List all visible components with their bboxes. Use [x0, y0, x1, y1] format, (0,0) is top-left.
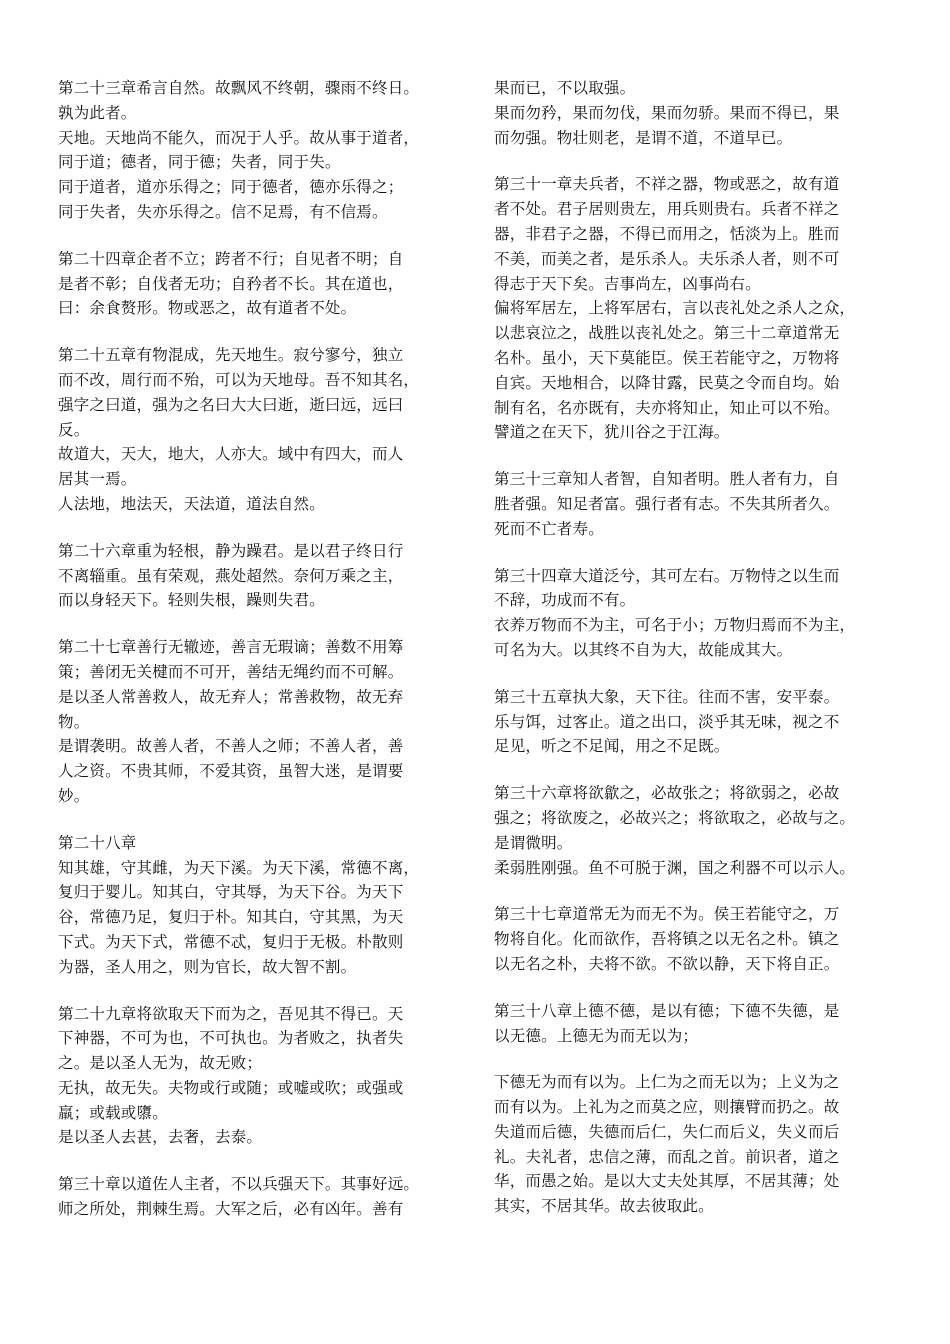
text-line: 华，而愚之始。是以大丈夫处其厚，不居其薄；处: [494, 1172, 840, 1191]
text-line: 强之；将欲废之，必故兴之；将欲取之，必故与之。: [494, 808, 856, 827]
paragraph: [494, 1070, 884, 1219]
text-line: 是谓微明。: [494, 833, 573, 852]
text-line: 羸；或载或隳。: [58, 1103, 168, 1122]
text-line: 而勿强。物壮则老，是谓不道，不道早已。: [494, 128, 793, 147]
text-line: 是以圣人去甚，去奢，去泰。: [58, 1128, 263, 1147]
paragraph: [58, 247, 448, 321]
paragraph: [494, 467, 884, 541]
text-line: 名朴。虽小，天下莫能臣。侯王若能守之，万物将: [494, 348, 840, 367]
text-line: 自宾。天地相合，以降甘露，民莫之令而自均。始: [494, 373, 840, 392]
text-line: 师之所处，荆棘生焉。大军之后，必有凶年。善有: [58, 1200, 404, 1219]
paragraph: [494, 564, 884, 663]
text-line: 死而不亡者寿。: [494, 519, 604, 538]
text-line: 其实，不居其华。故去彼取此。: [494, 1197, 714, 1216]
text-line: 人之资。不贵其师，不爱其资，虽智大迷，是谓要: [58, 762, 404, 781]
text-line: 第二十六章重为轻根，静为躁君。是以君子终日行: [58, 541, 404, 560]
text-line: 不离辎重。虽有荣观，燕处超然。奈何万乘之主，: [58, 566, 404, 585]
text-line: 果而已，不以取强。: [494, 79, 636, 97]
text-line: 妙。: [58, 786, 90, 805]
text-line: 物将自化。化而欲作，吾将镇之以无名之朴。镇之: [494, 930, 840, 949]
text-line: 下德无为而有以为。上仁为之而无以为；上义为之: [494, 1073, 840, 1092]
text-line: 礼。夫礼者，忠信之薄，而乱之首。前识者，道之: [494, 1147, 840, 1166]
text-line: 而以身轻天下。轻则失根，躁则失君。: [58, 591, 325, 610]
paragraph: [494, 999, 884, 1049]
text-line: 者不处。君子居则贵左，用兵则贵右。兵者不祥之: [494, 200, 840, 219]
text-line: 而有以为。上礼为之而莫之应，则攘臂而扔之。故: [494, 1098, 840, 1117]
text-line: 第二十三章希言自然。故飘风不终朝，骤雨不终日。: [58, 79, 420, 97]
text-line: 下神器，不可为也，不可执也。为者败之，执者失: [58, 1029, 404, 1048]
text-line: 知其雄，守其雌，为天下溪。为天下溪，常德不离，: [58, 858, 420, 877]
text-line: 下式。为天下式，常德不忒，复归于无极。朴散则: [58, 932, 404, 951]
text-line: 孰为此者。: [58, 103, 137, 122]
text-line: 衣养万物而不为主，可名于小；万物归焉而不为主，: [494, 616, 856, 635]
text-line: 人法地，地法天，天法道，道法自然。: [58, 494, 325, 513]
left-text-column: [58, 76, 448, 1244]
text-line: 复归于婴儿。知其白，守其辱，为天下谷。为天下: [58, 883, 404, 902]
text-line: 制有名，名亦既有，夫亦将知止，知止可以不殆。: [494, 398, 840, 417]
text-line: 第三十七章道常无为而无不为。侯王若能守之，万: [494, 905, 840, 924]
text-line: 策；善闭无关楗而不可开，善结无绳约而不可解。: [58, 662, 404, 681]
text-line: 以无名之朴，夫将不欲。不欲以静，天下将自正。: [494, 954, 840, 973]
text-line: 第三十五章执大象，天下往。往而不害，安平泰。: [494, 687, 840, 706]
text-line: 强字之曰道，强为之名曰大大曰逝，逝曰远，远曰: [58, 395, 404, 414]
text-line: 果而勿矜，果而勿伐，果而勿骄。果而不得已，果: [494, 103, 840, 122]
paragraph: [494, 172, 884, 445]
text-line: 谷，常德乃足，复归于朴。知其白，守其黑，为天: [58, 908, 404, 927]
text-line: 为器，圣人用之，则为官长，故大智不割。: [58, 957, 357, 976]
paragraph: [58, 76, 448, 225]
text-line: 是以圣人常善救人，故无弃人；常善救物，故无弃: [58, 687, 404, 706]
right-text-column: [494, 76, 884, 1241]
text-line: 故道大，天大，地大，人亦大。域中有四大，而人: [58, 445, 404, 464]
text-line: 物。: [58, 712, 90, 731]
text-line: 居其一焉。: [58, 470, 137, 489]
paragraph: [494, 76, 884, 150]
text-line: 第三十一章夫兵者，不祥之器，物或恶之，故有道: [494, 175, 840, 194]
text-line: 足见，听之不足闻，用之不足既。: [494, 737, 730, 756]
paragraph: [58, 635, 448, 809]
text-line: 得志于天下矣。吉事尚左，凶事尚右。: [494, 274, 761, 293]
paragraph: [58, 539, 448, 613]
text-line: 曰：余食赘形。物或恶之，故有道者不处。: [58, 299, 357, 318]
text-line: 不辞，功成而不有。: [494, 591, 636, 610]
text-line: 可名为大。以其终不自为大，故能成其大。: [494, 640, 793, 659]
text-line: 第二十九章将欲取天下而为之，吾见其不得已。天: [58, 1004, 404, 1023]
text-line: 是谓袭明。故善人者，不善人之师；不善人者，善: [58, 737, 404, 756]
paragraph: [58, 1172, 448, 1222]
text-line: 反。: [58, 420, 90, 439]
text-line: 譬道之在天下，犹川谷之于江海。: [494, 423, 730, 442]
text-line: 第二十五章有物混成，先天地生。寂兮寥兮，独立: [58, 346, 404, 365]
paragraph: [58, 1002, 448, 1151]
text-line: 第三十章以道佐人主者，不以兵强天下。其事好远。: [58, 1175, 420, 1194]
text-line: 胜者强。知足者富。强行者有志。不失其所者久。: [494, 494, 840, 513]
text-line: 是者不彰；自伐者无功；自矜者不长。其在道也，: [58, 274, 404, 293]
paragraph: [494, 685, 884, 759]
text-line: 同于道；德者，同于德；失者，同于失。: [58, 153, 341, 172]
paragraph: [494, 781, 884, 880]
text-line: 无执，故无失。夫物或行或随；或嘘或吹；或强或: [58, 1078, 404, 1097]
text-line: 柔弱胜刚强。鱼不可脱于渊，国之利器不可以示人。: [494, 858, 856, 877]
paragraph: [494, 902, 884, 976]
text-line: 之。是以圣人无为，故无败；: [58, 1054, 263, 1073]
text-line: 第三十八章上德不德，是以有德；下德不失德，是: [494, 1001, 840, 1020]
text-line: 第二十四章企者不立；跨者不行；自见者不明；自: [58, 249, 404, 268]
text-line: 第三十三章知人者智，自知者明。胜人者有力，自: [494, 470, 840, 489]
text-line: 同于失者，失亦乐得之。信不足焉，有不信焉。: [58, 202, 388, 221]
text-line: 偏将军居左，上将军居右，言以丧礼处之杀人之众，: [494, 299, 856, 318]
text-line: 同于道者，道亦乐得之；同于德者，德亦乐得之；: [58, 178, 404, 197]
paragraph: [58, 343, 448, 517]
text-line: 第三十四章大道泛兮，其可左右。万物恃之以生而: [494, 566, 840, 585]
text-line: 以悲哀泣之，战胜以丧礼处之。第三十二章道常无: [494, 324, 840, 343]
text-line: 第二十八章: [58, 833, 137, 852]
text-line: 乐与饵，过客止。道之出口，淡乎其无味，视之不: [494, 712, 840, 731]
text-line: 以无德。上德无为而无以为；: [494, 1026, 699, 1045]
text-line: 不美，而美之者，是乐杀人。夫乐杀人者，则不可: [494, 249, 840, 268]
paragraph: [58, 831, 448, 980]
text-line: 器，非君子之器，不得已而用之，恬淡为上。胜而: [494, 224, 840, 243]
text-line: 失道而后德，失德而后仁，失仁而后义，失义而后: [494, 1122, 840, 1141]
text-line: 而不改，周行而不殆，可以为天地母。吾不知其名，: [58, 370, 420, 389]
text-line: 第二十七章善行无辙迹，善言无瑕谪；善数不用筹: [58, 638, 404, 657]
text-line: 第三十六章将欲歙之，必故张之；将欲弱之，必故: [494, 784, 840, 803]
text-line: 天地。天地尚不能久，而况于人乎。故从事于道者，: [58, 128, 420, 147]
